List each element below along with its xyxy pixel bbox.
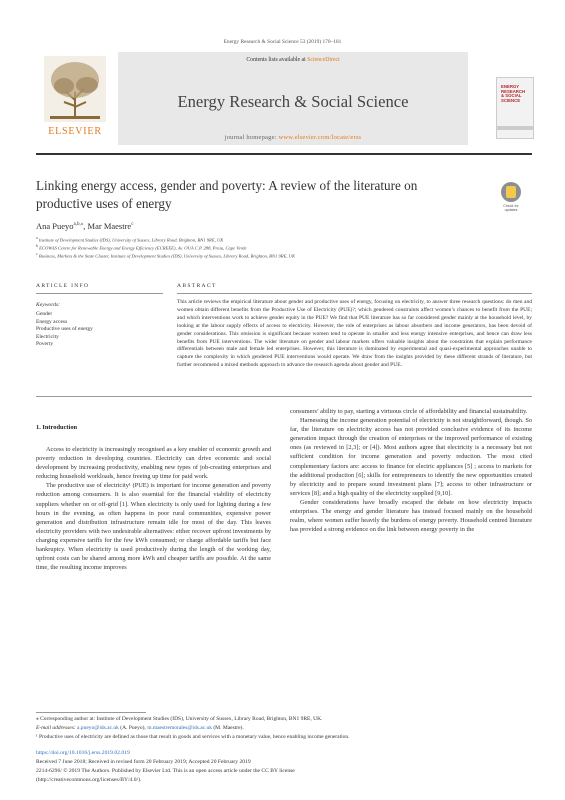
author-marks: a,b,⁎: [73, 222, 84, 228]
homepage-prefix: journal homepage:: [224, 134, 279, 141]
keyword[interactable]: Electricity: [36, 333, 59, 340]
keyword[interactable]: Productive uses of energy: [36, 326, 93, 333]
abstract-bottom-rule: [36, 396, 532, 397]
introduction-heading: 1. Introduction: [36, 424, 78, 431]
paragraph: Access to electricity is increasingly recognised as a key enabler of economic growth and poverty reduction in developing countries. Electricity can drive economic and social development by increasing productivity, enabling new types of job-creating enterprises and reducing household workloads, hence freeing up time for paid work.: [36, 446, 271, 481]
cover-line: & SOCIAL: [501, 93, 522, 99]
elsevier-logo: [36, 52, 114, 145]
cover-line: ENERGY: [501, 84, 520, 89]
author-separator: ,: [83, 221, 88, 231]
crossmark-line: updates: [504, 208, 518, 212]
doi-link[interactable]: [36, 750, 130, 756]
email-owner: (M. Maestre).: [211, 725, 244, 731]
journal-citation: Energy Research & Social Science 53 (2019) 170–181: [223, 39, 342, 45]
keywords-label: Keywords:: [36, 302, 61, 308]
affiliation: [36, 252, 532, 259]
keyword[interactable]: Gender: [36, 311, 53, 317]
cover-line: RESEARCH: [501, 88, 526, 94]
journal-title: Energy Research & Social Science: [177, 92, 409, 111]
abstract-rule: [177, 293, 532, 294]
contents-prefix: Contents lists available at: [246, 57, 308, 63]
journal-cover: [496, 77, 534, 139]
publisher-name: ELSEVIER: [48, 126, 102, 137]
email-link[interactable]: m.maestremorales@ids.ac.uk: [147, 725, 212, 731]
crossmark-icon: [501, 182, 521, 202]
paragraph: Gender considerations have broadly escaped the debate on how electricity impacts enterprises. The energy and gender literature has instead focused mainly on the household realm, where women suffer heavily the burdens of energy poverty. Household centred literature has provided a strong evidence on the link between energy poverty in the: [290, 498, 532, 534]
doi-text[interactable]: https://doi.org/10.1016/j.erss.2019.02.019: [36, 750, 130, 756]
footnote: ¹ Productive uses of electricity are defined as those that result in goods and services with a monetary value, hence enabling income generation.: [36, 734, 350, 740]
homepage-link[interactable]: www.elsevier.com/locate/erss: [278, 134, 362, 141]
author-marks: c: [131, 222, 134, 228]
body-column-right: [290, 407, 532, 534]
article-info-heading: ARTICLE INFO: [36, 283, 90, 289]
affiliation-text: ECOWAS Centre for Renewable Energy and Energy Efficiency (ECREEE), Av. OUA C.P. 288, Praia, Cape Verde: [39, 245, 247, 251]
header-divider: [36, 153, 532, 155]
cover-band: [497, 126, 533, 130]
corresponding-author-note: ⁎ Corresponding author at: Institute of Development Studies (IDS), University of Sussex, Library Road, Brighton, BN1 9RE, UK.: [36, 716, 323, 722]
affiliation-mark: b: [36, 244, 38, 248]
article-info-rule: [36, 293, 163, 294]
affiliation-text: Institute of Development Studies (IDS), University of Sussex, Library Road, Brighton, BN1 9RE, UK: [38, 237, 224, 243]
cover-title: [497, 78, 533, 103]
crossmark-label: [497, 204, 525, 212]
footnote-rule: [36, 712, 146, 713]
license-link[interactable]: (http://creativecommons.org/licenses/BY/4.0/).: [36, 777, 142, 783]
email-note: [36, 725, 532, 731]
author-name[interactable]: Mar Maestre: [87, 221, 132, 231]
keyword[interactable]: Poverty: [36, 341, 54, 348]
abstract-heading: ABSTRACT: [177, 283, 217, 289]
paragraph: Harnessing the income generation potential of electricity is not straightforward, though. So far, the literature on electricity access has not provided conclusive evidence of its income generation impact through the creation of enterprises or the improved performance of existing ones (as reviewed in [2,3]; or [4]). Most authors agree that electricity is a necessary but not sufficient condition for income generation and poverty reduction. The most cited complementary factors are: access to finance for electric appliances [5] ; access to markets for the additional production [6]; skills for entrepreneurs to identify the new opportunities created by electricity and to prepare sound investment plans [7]; access to other infrastructure or services [8]; and a high quality of the electricity supplied [9,10].: [290, 417, 532, 497]
article-title: Linking energy access, gender and poverty: A review of the literature on productive uses of energy: [36, 178, 418, 211]
email-owner: (A. Pueyo),: [118, 725, 148, 731]
journal-homepage: [118, 134, 468, 141]
cover-line: SCIENCE: [501, 97, 521, 103]
sciencedirect-link[interactable]: ScienceDirect: [307, 57, 340, 63]
affiliation: [36, 244, 532, 251]
email-label: E-mail addresses:: [36, 725, 78, 731]
paragraph: consumers’ ability to pay, starting a virtuous circle of affordability and financial sustainability.: [290, 408, 528, 415]
abstract-text: This article reviews the empirical literature about gender and productive uses of energy, focusing on electricity, to answer three research questions: do men and women obtain different benefits from the Productive Use of Electricity (PUE)?; which gendered constraints affect women’s chances to benefit from the PUE; and which interventions work to achieve gender equity in the PUE? We find that PUE literature has so far considered gender mainly at the household level, by looking at the labour supply effects of access to electricity. However, the role of enterprises as labour absorbers and income generators, has been devoid of gender considerations. This omission is significant because women tend to operate in smaller and less energy intensive enterprises, and hence can draw less benefits from PUE interventions. The wider literature on gender and labour markets offers valuable insights about the constraints that explain performance differentials between male and female led enterprises. However, this literature is dominated by experimental and quasi-experimental approaches unable to capture the complexity in which gendered PUE interventions would operate. We draw from the insights provided by these different strands of literature, but further recommend a mixed methods approach to advance the research agenda about gender and PUE.: [177, 299, 532, 369]
copyright-line: 2214-6296/ © 2019 The Authors. Published by Elsevier Ltd. This is an open access article under the CC BY license: [36, 768, 295, 774]
received-dates: Received 7 June 2018; Received in revised form 20 February 2019; Accepted 20 February 2019: [36, 759, 251, 765]
contents-line: [118, 57, 468, 63]
authors: [36, 221, 133, 231]
affiliation-mark: c: [36, 252, 38, 256]
affiliation: [36, 236, 532, 243]
email-link[interactable]: a.pueyo@ids.ac.uk: [77, 725, 119, 731]
affiliation-mark: a: [36, 236, 38, 240]
body-column-left: [36, 445, 271, 572]
check-for-updates-button[interactable]: [497, 182, 525, 222]
affiliation-text: Business, Markets & the State Cluster, Institute of Development Studies (IDS), University of Sussex, Library Road, Brighton, BN1 9RE, UK: [38, 253, 296, 259]
keyword[interactable]: Energy access: [36, 318, 68, 325]
paragraph: The productive use of electricity¹ (PUE) is important for income generation and poverty reduction among consumers. It is also essential for the financial viability of electricity suppliers whether on or off-grid [1]. When electricity is only used for lighting during a few hours in the evening, as often happens in poor rural communities, expensive power generation and distribution infrastructure remain idle for most of the day. This leaves electricity providers with two undesirable alternatives: either recover upfront investments by charging expensive tariffs for the few kWh consumed; or charge affordable tariffs but face bankruptcy. When electricity is used productively during the length of the working day, upfront costs can be shared among more kWh and cheaper tariffs are possible. At the same time, the resulting income improves: [36, 482, 271, 572]
author-name[interactable]: Ana Pueyo: [36, 221, 74, 231]
crossmark-line: Check for: [503, 204, 519, 208]
keywords-list: [36, 311, 93, 349]
